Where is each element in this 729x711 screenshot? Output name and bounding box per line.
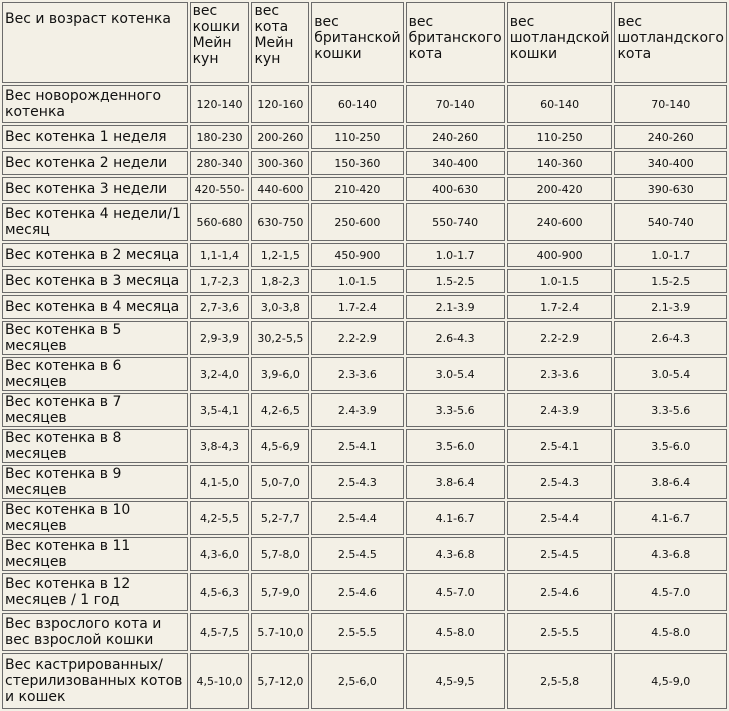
column-header: вес британской кошки: [311, 2, 403, 83]
table-row: [2, 393, 727, 427]
table-row: [2, 125, 727, 149]
weight-cell: 2.5-5.5: [507, 613, 613, 651]
row-label: Вес котенка в 4 месяца: [2, 295, 188, 319]
weight-cell: 5,7-9,0: [251, 573, 309, 611]
column-header: вес кота Мейн кун: [251, 2, 309, 83]
weight-cell: 440-600: [251, 177, 309, 201]
weight-cell: 200-260: [251, 125, 309, 149]
weight-cell: 2.5-4.4: [311, 501, 403, 535]
weight-cell: 4,5-6,3: [190, 573, 250, 611]
weight-cell: 250-600: [311, 203, 403, 241]
weight-cell: 3.8-6.4: [406, 465, 505, 499]
row-label: Вес новорожденного котенка: [2, 85, 188, 123]
weight-cell: 340-400: [406, 151, 505, 175]
weight-cell: 2,5-6,0: [311, 653, 403, 709]
weight-cell: 3.0-5.4: [406, 357, 505, 391]
weight-cell: 400-630: [406, 177, 505, 201]
table-row: [2, 501, 727, 535]
row-label: Вес котенка в 9 месяцев: [2, 465, 188, 499]
table-row: [2, 243, 727, 267]
weight-cell: 240-600: [507, 203, 613, 241]
weight-cell: 1.7-2.4: [507, 295, 613, 319]
weight-cell: 2.1-3.9: [614, 295, 727, 319]
weight-cell: 400-900: [507, 243, 613, 267]
weight-cell: 2.5-4.1: [507, 429, 613, 463]
row-label: Вес котенка 1 неделя: [2, 125, 188, 149]
weight-cell: 4,2-5,5: [190, 501, 250, 535]
table-row: [2, 429, 727, 463]
weight-cell: 70-140: [406, 85, 505, 123]
weight-cell: 5,0-7,0: [251, 465, 309, 499]
weight-cell: 3,5-4,1: [190, 393, 250, 427]
weight-cell: 4.5-8.0: [614, 613, 727, 651]
weight-cell: 4.3-6.8: [406, 537, 505, 571]
weight-cell: 70-140: [614, 85, 727, 123]
weight-cell: 2.5-4.3: [507, 465, 613, 499]
weight-cell: 3.5-6.0: [614, 429, 727, 463]
weight-cell: 60-140: [311, 85, 403, 123]
table-row: [2, 85, 727, 123]
weight-cell: 1,7-2,3: [190, 269, 250, 293]
table-row: [2, 357, 727, 391]
weight-cell: 2.5-4.5: [507, 537, 613, 571]
weight-cell: 4,1-5,0: [190, 465, 250, 499]
weight-cell: 2.3-3.6: [507, 357, 613, 391]
weight-cell: 4,5-9,5: [406, 653, 505, 709]
weight-cell: 2,5-5,8: [507, 653, 613, 709]
weight-cell: 3.3-5.6: [614, 393, 727, 427]
weight-cell: 3.0-5.4: [614, 357, 727, 391]
weight-cell: 2,7-3,6: [190, 295, 250, 319]
weight-cell: 150-360: [311, 151, 403, 175]
header-row: [2, 2, 727, 83]
weight-cell: 5,2-7,7: [251, 501, 309, 535]
weight-cell: 1.0-1.5: [311, 269, 403, 293]
row-label: Вес котенка в 10 месяцев: [2, 501, 188, 535]
weight-cell: 5,7-8,0: [251, 537, 309, 571]
row-label: Вес кастрированных/ стерилизованных котов и кошек: [2, 653, 188, 709]
weight-cell: 2.5-4.1: [311, 429, 403, 463]
column-header: вес кошки Мейн кун: [190, 2, 250, 83]
weight-cell: 3,0-3,8: [251, 295, 309, 319]
weight-cell: 4,5-6,9: [251, 429, 309, 463]
weight-cell: 390-630: [614, 177, 727, 201]
weight-cell: 4.1-6.7: [406, 501, 505, 535]
table-row: [2, 177, 727, 201]
weight-cell: 2.3-3.6: [311, 357, 403, 391]
weight-cell: 2,9-3,9: [190, 321, 250, 355]
row-label: Вес взрослого кота и вес взрослой кошки: [2, 613, 188, 651]
table-row: [2, 653, 727, 709]
weight-cell: 200-420: [507, 177, 613, 201]
weight-cell: 2.5-4.6: [311, 573, 403, 611]
weight-cell: 1.0-1.7: [406, 243, 505, 267]
weight-cell: 1.0-1.5: [507, 269, 613, 293]
weight-cell: 4,5-10,0: [190, 653, 250, 709]
weight-cell: 1,1-1,4: [190, 243, 250, 267]
weight-cell: 2.6-4.3: [406, 321, 505, 355]
weight-cell: 4,5-9,0: [614, 653, 727, 709]
weight-cell: 1.5-2.5: [614, 269, 727, 293]
weight-cell: 2.5-4.4: [507, 501, 613, 535]
weight-cell: 1,2-1,5: [251, 243, 309, 267]
weight-cell: 3,9-6,0: [251, 357, 309, 391]
row-label: Вес котенка в 8 месяцев: [2, 429, 188, 463]
weight-cell: 340-400: [614, 151, 727, 175]
table-row: [2, 321, 727, 355]
weight-cell: 1.5-2.5: [406, 269, 505, 293]
weight-cell: 4,5-7,5: [190, 613, 250, 651]
weight-cell: 180-230: [190, 125, 250, 149]
weight-cell: 300-360: [251, 151, 309, 175]
weight-cell: 60-140: [507, 85, 613, 123]
row-label: Вес котенка в 6 месяцев: [2, 357, 188, 391]
weight-cell: 110-250: [507, 125, 613, 149]
weight-cell: 4.5-7.0: [406, 573, 505, 611]
corner-header: Вес и возраст котенка: [2, 2, 188, 83]
weight-cell: 550-740: [406, 203, 505, 241]
weight-cell: 2.5-4.6: [507, 573, 613, 611]
row-label: Вес котенка 4 недели/1 месяц: [2, 203, 188, 241]
weight-cell: 30,2-5,5: [251, 321, 309, 355]
weight-cell: 120-160: [251, 85, 309, 123]
table-row: [2, 151, 727, 175]
weight-cell: 240-260: [614, 125, 727, 149]
table-row: [2, 269, 727, 293]
weight-cell: 140-360: [507, 151, 613, 175]
table-row: [2, 537, 727, 571]
weight-cell: 2.2-2.9: [507, 321, 613, 355]
weight-cell: 110-250: [311, 125, 403, 149]
weight-cell: 2.5-4.3: [311, 465, 403, 499]
table-row: [2, 465, 727, 499]
weight-cell: 420-550-: [190, 177, 250, 201]
weight-cell: 3,2-4,0: [190, 357, 250, 391]
weight-cell: 5,7-12,0: [251, 653, 309, 709]
weight-cell: 2.2-2.9: [311, 321, 403, 355]
weight-cell: 2.4-3.9: [311, 393, 403, 427]
weight-cell: 560-680: [190, 203, 250, 241]
weight-cell: 450-900: [311, 243, 403, 267]
weight-cell: 2.4-3.9: [507, 393, 613, 427]
row-label: Вес котенка в 3 месяца: [2, 269, 188, 293]
row-label: Вес котенка в 11 месяцев: [2, 537, 188, 571]
row-label: Вес котенка в 2 месяца: [2, 243, 188, 267]
weight-cell: 3.8-6.4: [614, 465, 727, 499]
table-row: [2, 295, 727, 319]
weight-cell: 2.5-4.5: [311, 537, 403, 571]
weight-cell: 4.1-6.7: [614, 501, 727, 535]
weight-cell: 540-740: [614, 203, 727, 241]
table-row: [2, 573, 727, 611]
weight-cell: 2.6-4.3: [614, 321, 727, 355]
weight-cell: 2.5-5.5: [311, 613, 403, 651]
row-label: Вес котенка в 5 месяцев: [2, 321, 188, 355]
weight-cell: 4.5-8.0: [406, 613, 505, 651]
weight-cell: 240-260: [406, 125, 505, 149]
weight-cell: 120-140: [190, 85, 250, 123]
table-row: [2, 613, 727, 651]
weight-cell: 3,8-4,3: [190, 429, 250, 463]
row-label: Вес котенка 3 недели: [2, 177, 188, 201]
row-label: Вес котенка 2 недели: [2, 151, 188, 175]
column-header: вес шотландского кота: [614, 2, 727, 83]
table-row: [2, 203, 727, 241]
weight-cell: 4.5-7.0: [614, 573, 727, 611]
weight-cell: 4.3-6.8: [614, 537, 727, 571]
weight-cell: 1.7-2.4: [311, 295, 403, 319]
weight-cell: 5.7-10,0: [251, 613, 309, 651]
weight-cell: 1.0-1.7: [614, 243, 727, 267]
weight-cell: 210-420: [311, 177, 403, 201]
column-header: вес британского кота: [406, 2, 505, 83]
weight-cell: 4,2-6,5: [251, 393, 309, 427]
weight-cell: 630-750: [251, 203, 309, 241]
weight-cell: 3.5-6.0: [406, 429, 505, 463]
weight-cell: 3.3-5.6: [406, 393, 505, 427]
weight-cell: 4,3-6,0: [190, 537, 250, 571]
weight-cell: 280-340: [190, 151, 250, 175]
weight-cell: 2.1-3.9: [406, 295, 505, 319]
row-label: Вес котенка в 7 месяцев: [2, 393, 188, 427]
column-header: вес шотландской кошки: [507, 2, 613, 83]
weight-cell: 1,8-2,3: [251, 269, 309, 293]
row-label: Вес котенка в 12 месяцев / 1 год: [2, 573, 188, 611]
